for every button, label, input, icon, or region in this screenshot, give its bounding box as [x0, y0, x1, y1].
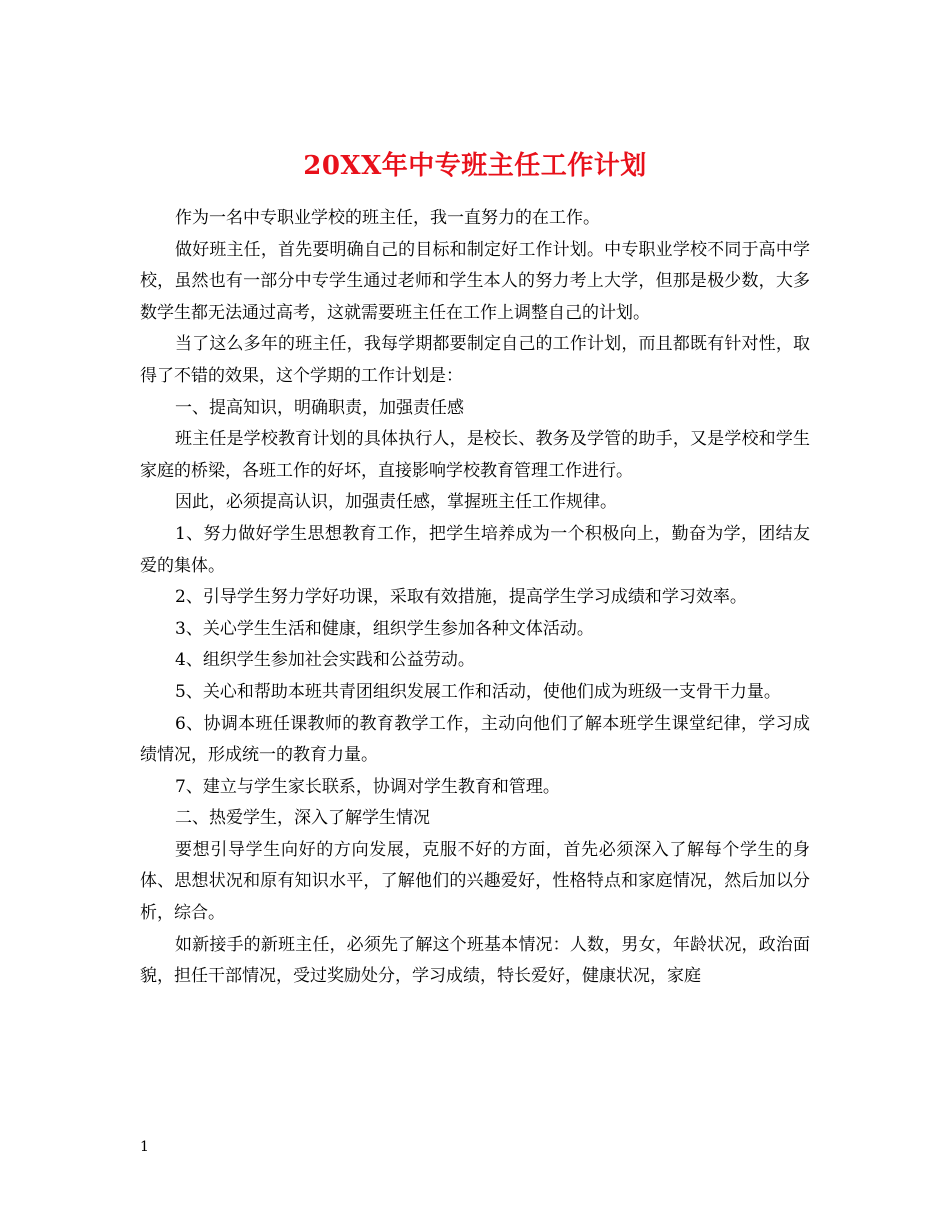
- paragraph-plan-summary: 当了这么多年的班主任，我每学期都要制定自己的工作计划，而且都既有针对性，取得了不错的效果，这个学期的工作计划是：: [140, 334, 810, 386]
- section-heading-1: 一、提高知识，明确职责，加强责任感: [175, 397, 464, 418]
- list-item-4: 4、组织学生参加社会实践和公益劳动。: [175, 650, 475, 671]
- paragraph-goals: 做好班主任，首先要明确自己的目标和制定好工作计划。中专职业学校不同于高中学校，虽然也有一部分中专学生通过老师和学生本人的努力考上大学，但那是极少数，大多数学生都无法通过高考，这就需要班主任在工作上调整自己的计划。: [140, 239, 810, 323]
- paragraph-understand-students: 要想引导学生向好的方向发展，克服不好的方面，首先必须深入了解每个学生的身体、思想状况和原有知识水平，了解他们的兴趣爱好，性格特点和家庭情况，然后加以分析，综合。: [140, 839, 810, 924]
- list-item-7: 7、建立与学生家长联系，协调对学生教育和管理。: [175, 776, 560, 797]
- paragraph-intro: 作为一名中专职业学校的班主任，我一直努力的在工作。: [175, 208, 600, 228]
- list-item-6: 6、协调本班任课教师的教育教学工作，主动向他们了解本班学生课堂纪律，学习成绩情况，形成统一的教育力量。: [140, 713, 810, 766]
- paragraph-new-class: 如新接手的新班主任，必须先了解这个班基本情况：人数，男女，年龄状况，政治面貌，担任干部情况，受过奖励处分，学习成绩，特长爱好，健康状况，家庭: [140, 934, 810, 987]
- paragraph-therefore: 因此，必须提高认识，加强责任感，掌握班主任工作规律。: [175, 492, 617, 513]
- document-title: 20XX年中专班主任工作计划: [303, 151, 647, 182]
- list-item-1: 1、努力做好学生思想教育工作，把学生培养成为一个积极向上，勤奋为学，团结友爱的集体。: [140, 523, 810, 576]
- section-heading-2: 二、热爱学生，深入了解学生情况: [175, 808, 430, 829]
- document-body: [140, 203, 810, 993]
- page-number: 1: [140, 1139, 149, 1155]
- list-item-3: 3、关心学生生活和健康，组织学生参加各种文体活动。: [175, 618, 594, 639]
- list-item-5: 5、关心和帮助本班共青团组织发展工作和活动，使他们成为班级一支骨干力量。: [175, 681, 781, 702]
- paragraph-role: 班主任是学校教育计划的具体执行人，是校长、教务及学管的助手，又是学校和学生家庭的桥梁，各班工作的好坏，直接影响学校教育管理工作进行。: [140, 429, 810, 481]
- list-item-2: 2、引导学生努力学好功课，采取有效措施，提高学生学习成绩和学习效率。: [175, 587, 747, 608]
